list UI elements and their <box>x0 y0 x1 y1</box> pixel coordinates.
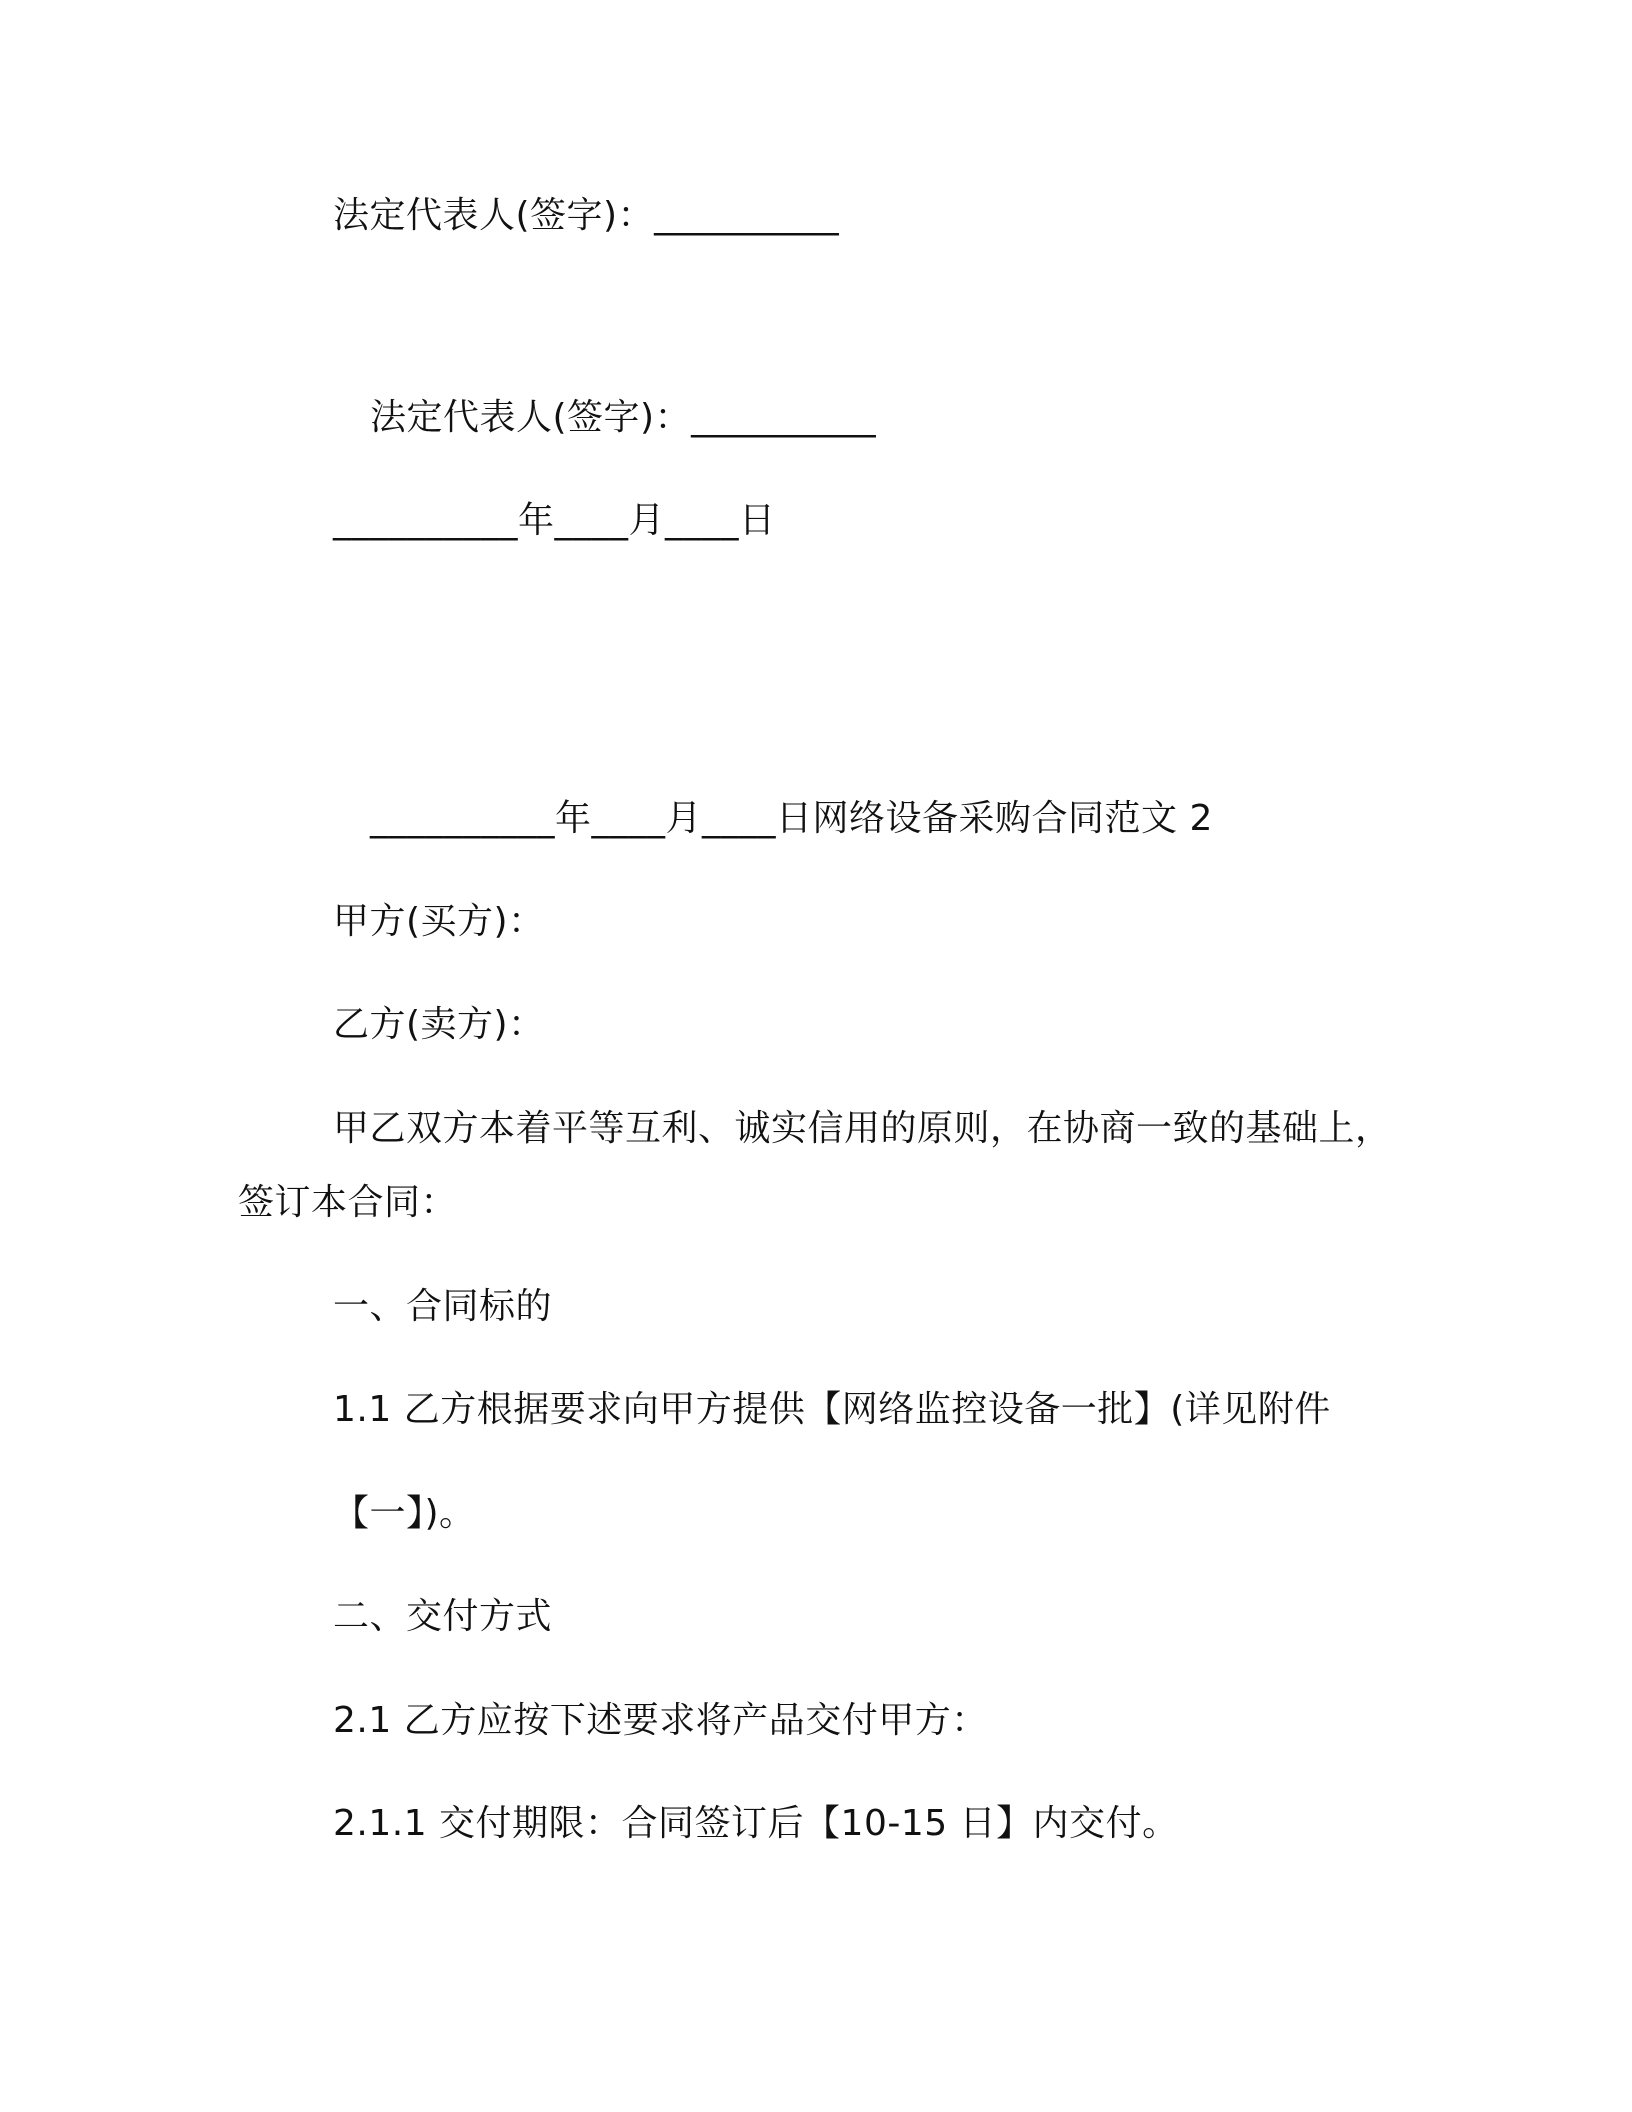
date-and-contract-title: __________年____月____日网络设备采购合同范文 2 <box>370 798 1213 839</box>
clause-2-1: 2.1 乙方应按下述要求将产品交付甲方： <box>333 1700 988 1741</box>
legal-rep-signature-line-1: 法定代表人(签字)：__________ <box>333 195 840 236</box>
clause-2-1-1: 2.1.1 交付期限：合同签订后【10-15 日】内交付。 <box>333 1803 1179 1844</box>
date-line-1: __________年____月____日 <box>333 500 776 541</box>
legal-rep-signature-line-2: 法定代表人(签字)：__________ <box>370 397 877 438</box>
clause-1-1-line-1: 1.1 乙方根据要求向甲方提供【网络监控设备一批】(详见附件 <box>333 1389 1331 1430</box>
preamble-paragraph-line-2: 签订本合同： <box>238 1182 458 1223</box>
preamble-paragraph-line-1: 甲乙双方本着平等互利、诚实信用的原则，在协商一致的基础上， <box>333 1108 1392 1149</box>
section-1-heading: 一、合同标的 <box>333 1286 553 1327</box>
section-2-heading: 二、交付方式 <box>333 1596 553 1637</box>
clause-1-1-line-2: 【一】)。 <box>333 1493 476 1534</box>
party-b-label: 乙方(卖方)： <box>333 1004 545 1045</box>
party-a-label: 甲方(买方)： <box>333 901 545 942</box>
